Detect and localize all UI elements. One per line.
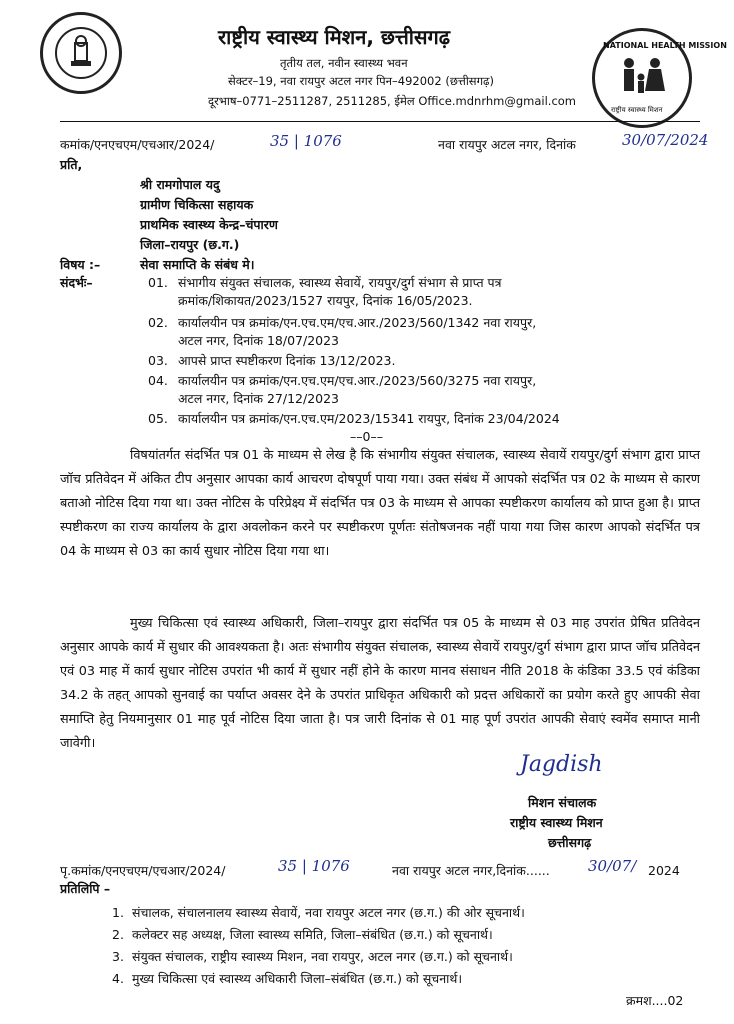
reference-item-line: कार्यालयीन पत्र क्रमांक/एन.एच.एम/एच.आर./2023/560/1342 नवा रायपुर, (178, 315, 537, 330)
subject-label: विषय :– (60, 257, 101, 272)
family-icon (617, 55, 669, 107)
nhm-seal-subtext: राष्ट्रीय स्वास्थ्य मिशन (611, 106, 663, 114)
copy-item-text: संयुक्त संचालक, राष्ट्रीय स्वास्थ्य मिशन, नवा रायपुर, अटल नगर (छ.ग.) को सूचनार्थ। (132, 949, 513, 964)
reference-item-line: संभागीय संयुक्त संचालक, स्वास्थ्य सेवायें, रायपुर/दुर्ग संभाग से प्राप्त पत्र (178, 275, 502, 290)
nhm-logo-seal (592, 28, 727, 128)
to-label: प्रति, (60, 157, 83, 172)
copy-label: प्रतिलिपि – (60, 881, 111, 896)
reference-item-line: आपसे प्राप्त स्पष्टीकरण दिनांक 13/12/2023. (178, 353, 396, 368)
emblem-icon (55, 27, 107, 79)
reference-item-line: अटल नगर, दिनांक 27/12/2023 (178, 391, 340, 406)
address-line-1: तृतीय तल, नवीन स्वास्थ्य भवन (280, 56, 408, 70)
recipient-designation: ग्रामीण चिकित्सा सहायक (140, 197, 254, 212)
reference-item-number: 04. (148, 373, 168, 388)
reference-item-line: अटल नगर, दिनांक 18/07/2023 (178, 333, 340, 348)
contact-line: दूरभाष–0771–2511287, 2511285, ईमेल Office.mdnrhm@gmail.com (208, 94, 577, 108)
endorsement-year: 2024 (648, 863, 680, 878)
references-label: संदर्भः– (60, 275, 93, 290)
copy-item-text: मुख्य चिकित्सा एवं स्वास्थ्य अधिकारी जिला–संबंधित (छ.ग.) को सूचनार्थ। (132, 971, 463, 986)
reference-item-number: 02. (148, 315, 168, 330)
copy-item-text: संचालक, संचालनालय स्वास्थ्य सेवायें, नवा रायपुर अटल नगर (छ.ग.) की ओर सूचनार्थ। (132, 905, 525, 920)
subject-text: सेवा समाप्ति के संबंध मे। (140, 257, 255, 272)
reference-item-number: 01. (148, 275, 168, 290)
reference-number-handwritten: 35 | 1076 (270, 132, 342, 150)
reference-item-line: क्रमांक/शिकायत/2023/1527 रायपुर, दिनांक 16/05/2023. (178, 293, 473, 308)
nhm-seal-text: NATIONAL HEALTH MISSION (603, 41, 727, 50)
copy-item-text: कलेक्टर सह अध्यक्ष, जिला स्वास्थ्य समिति, जिला–संबंधित (छ.ग.) को सूचनार्थ। (132, 927, 493, 942)
signatory-organization: राष्ट्रीय स्वास्थ्य मिशन (510, 815, 603, 830)
recipient-name: श्री रामगोपाल यदु (140, 177, 220, 192)
address-line-2: सेक्टर–19, नवा रायपुर अटल नगर पिन–492002 (छत्तीसगढ़) (228, 74, 495, 88)
copy-item-number: 3. (112, 949, 124, 964)
reference-item-number: 03. (148, 353, 168, 368)
endorsement-place-date-label: नवा रायपुर अटल नगर,दिनांक...... (392, 863, 550, 878)
copy-item-number: 2. (112, 927, 124, 942)
copy-item-number: 1. (112, 905, 124, 920)
continued-marker: क्रमश....02 (626, 993, 684, 1008)
recipient-district: जिला–रायपुर (छ.ग.) (140, 237, 240, 252)
copy-item-number: 4. (112, 971, 124, 986)
place-date-label: नवा रायपुर अटल नगर, दिनांक (438, 137, 576, 152)
signatory-designation: मिशन संचालक (528, 795, 597, 810)
government-emblem-seal (40, 12, 122, 94)
body-paragraph-2: मुख्य चिकित्सा एवं स्वास्थ्य अधिकारी, जिला–रायपुर द्वारा संदर्भित पत्र 05 के माध्यम से 03 माह उपरांत प्रेषित प्रतिवेदन अनुसार आपके कार्य में सुधार की आवश्यकता है। अतः संभागीय संयुक्त संचालक, स्वास्थ्य सेवायें रायपुर/दुर्ग संभाग द्वारा प्राप्त जॉच प्रतिवेदन एवं 03 माह में कार्य सुधार नोटिस उपरांत भी कार्य में सुधार नहीं होने के कारण मानव संसाधन नीति 2018 के कंडिका 33.5 एवं कंडिका 34.2 के तहत् आपको सुनवाई का पर्याप्त अवसर देने के उपरांत प्राधिकृत अधिकारी को प्रदत्त अधिकारों का प्रयोग करते हुए आपकी सेवा समाप्ति हेतु नियमानुसार 01 माह पूर्व नोटिस दिया जाता है। पत्र जारी दिनांक से 01 माह पूर्ण उपरांत आपकी सेवाएं स्वमेंव समाप्त मानी जावेगी। (60, 616, 700, 751)
reference-item-number: 05. (148, 411, 168, 426)
endorsement-date-handwritten: 30/07/ (588, 857, 637, 875)
endorsement-number-label: पृ.कमांक/एनएचएम/एचआर/2024/ (60, 863, 226, 878)
header-divider (60, 121, 700, 122)
reference-item-line: कार्यालयीन पत्र क्रमांक/एन.एच.एम/2023/15341 रायपुर, दिनांक 23/04/2024 (178, 411, 560, 426)
reference-number-label: कमांक/एनएचएम/एचआर/2024/ (60, 137, 215, 152)
date-handwritten: 30/07/2024 (622, 131, 709, 149)
reference-item-line: कार्यालयीन पत्र क्रमांक/एन.एच.एम/एच.आर./2023/560/3275 नवा रायपुर, (178, 373, 537, 388)
signature-handwritten: Jagdish (520, 752, 603, 777)
references-separator: ––0–– (350, 429, 383, 444)
signatory-state: छत्तीसगढ़ (548, 835, 592, 850)
recipient-office: प्राथमिक स्वास्थ्य केन्द्र–चंपारण (140, 217, 278, 232)
endorsement-number-handwritten: 35 | 1076 (278, 857, 350, 875)
body-paragraph-1: विषयांतर्गत संदर्भित पत्र 01 के माध्यम से लेख है कि संभागीय संयुक्त संचालक, स्वास्थ्य सेवायें रायपुर/दुर्ग संभाग द्वारा प्राप्त जॉच प्रतिवेदन में अंकित टीप अनुसार आपका कार्य आचरण दोषपूर्ण पाया गया। उक्त संबंध में आपको संदर्भित पत्र 02 के माध्यम से कारण बताओ नोटिस दिया गया था। उक्त नोटिस के परिप्रेक्ष्य में संदर्भित पत्र 03 के माध्यम से आपका स्पष्टीकरण कार्यालय को प्राप्त हुआ है। प्राप्त स्पष्टीकरण का राज्य कार्यालय के द्वारा अवलोकन करने पर स्पष्टीकरण पूर्णतः संतोषजनक नहीं पाया गया जिस कारण आपको संदर्भित पत्र 04 के माध्यम से 03 का कार्य सुधार नोटिस दिया गया था। (60, 448, 700, 559)
org-name: राष्ट्रीय स्वास्थ्य मिशन, छत्तीसगढ़ (218, 25, 450, 49)
